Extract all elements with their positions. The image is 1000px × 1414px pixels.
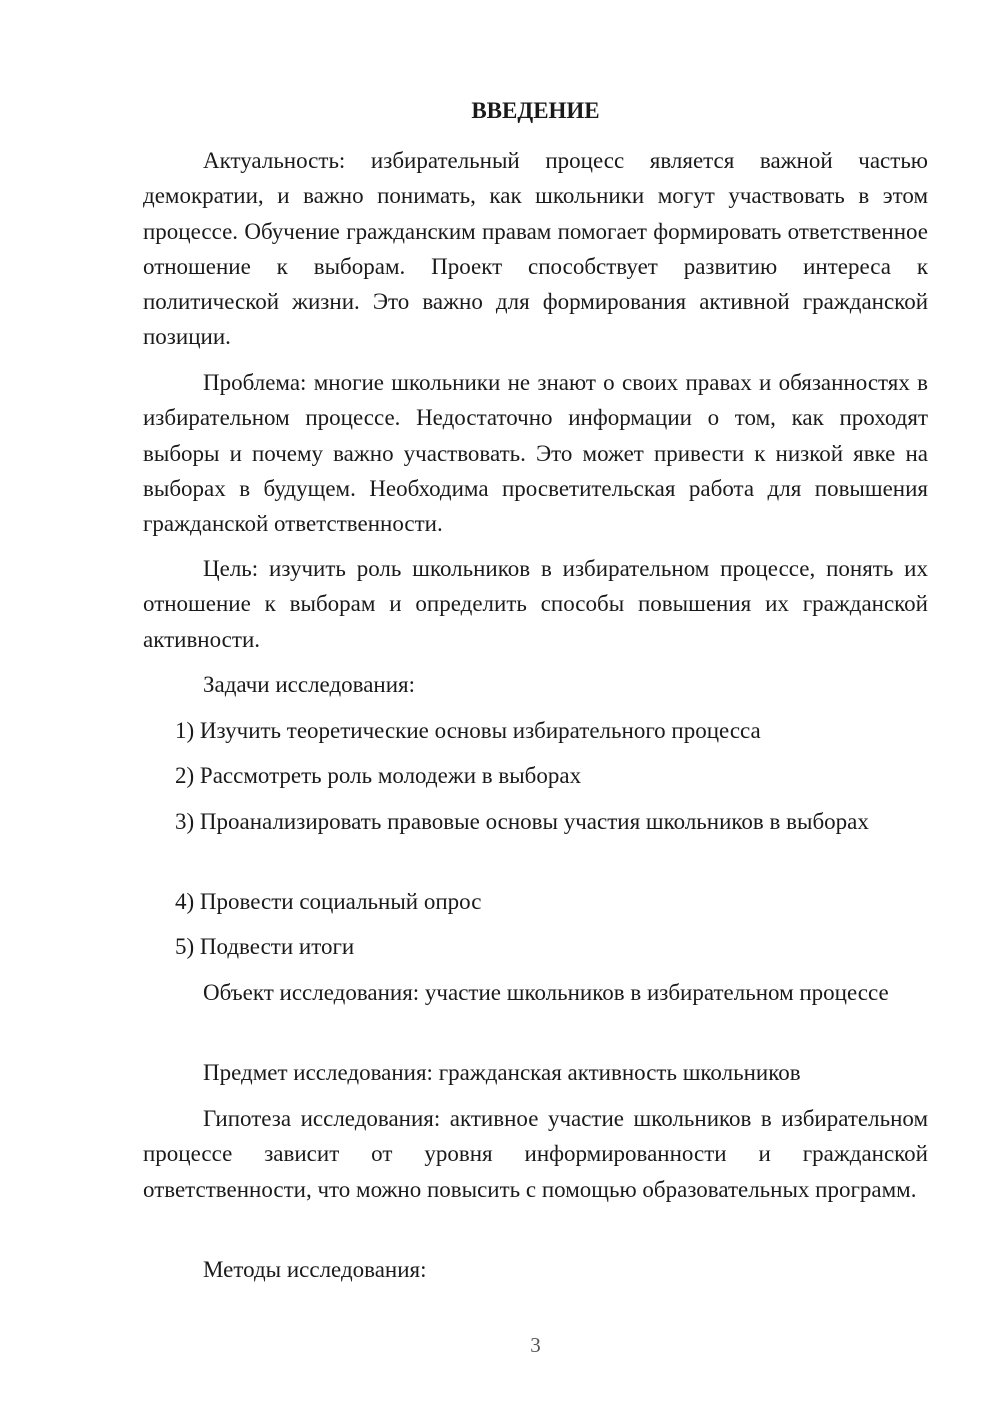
paragraph-object: Объект исследования: участие школьников в избирательном процессе: [203, 980, 889, 1005]
paragraph-relevance: Актуальность: избирательный процесс является важной частью демократии, и важно понимать, как школьники могут участвовать в этом процессе. Обучение гражданским правам помогает формировать ответственное отношение к выборам. Проект способствует развитию интереса к политической жизни. Это важно для формирования активной гражданской позиции.: [143, 148, 928, 350]
list-item: 1) Изучить теоретические основы избирательного процесса: [175, 718, 761, 743]
methods-heading: Методы исследования:: [203, 1257, 427, 1282]
section-title: ВВЕДЕНИЕ: [471, 98, 600, 123]
list-item: 3) Проанализировать правовые основы участия школьников в выборах: [175, 809, 869, 834]
tasks-heading: Задачи исследования:: [203, 672, 416, 697]
list-item: 4) Провести социальный опрос: [175, 889, 482, 914]
paragraph-goal: Цель: изучить роль школьников в избирательном процессе, понять их отношение к выборам и определить способы повышения их гражданской активности.: [143, 556, 928, 652]
list-item: 5) Подвести итоги: [175, 934, 355, 959]
list-item: 2) Рассмотреть роль молодежи в выборах: [175, 763, 582, 788]
paragraph-hypothesis: Гипотеза исследования: активное участие школьников в избирательном процессе зависит от уровня информированности и гражданской ответственности, что можно повысить с помощью образовательных программ.: [143, 1106, 928, 1202]
paragraph-problem: Проблема: многие школьники не знают о своих правах и обязанностях в избирательном процессе. Недостаточно информации о том, как проходят выборы и почему важно участвовать. Это может привести к низкой явке на выборах в будущем. Необходима просветительская работа для повышения гражданской ответственности.: [143, 370, 928, 537]
page-number: 3: [530, 1333, 541, 1357]
paragraph-subject: Предмет исследования: гражданская активность школьников: [203, 1060, 801, 1085]
